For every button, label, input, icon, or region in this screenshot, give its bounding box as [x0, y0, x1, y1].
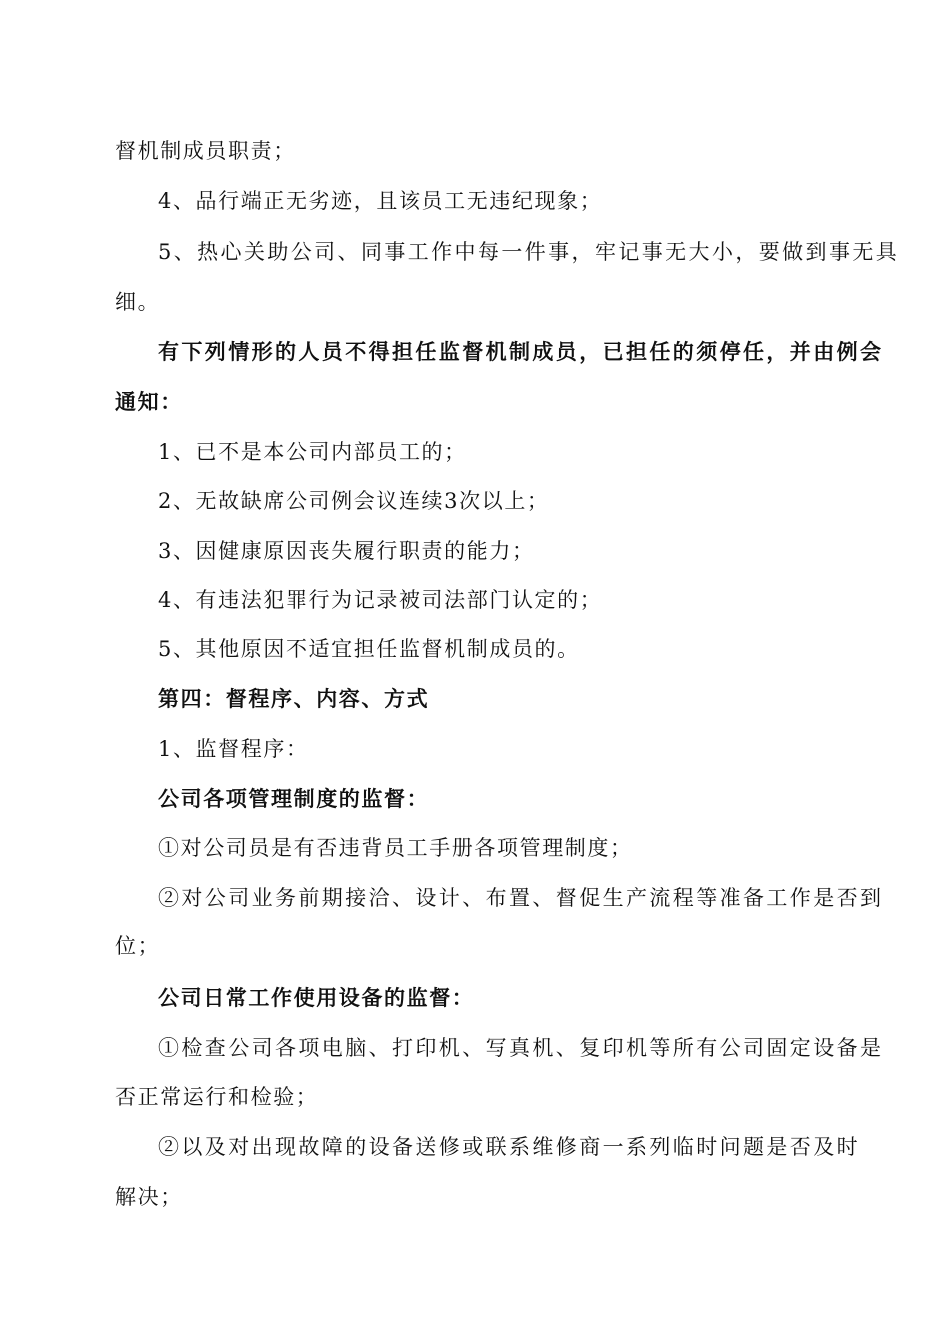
paragraph-line: 5、其他原因不适宜担任监督机制成员的。: [158, 637, 580, 661]
paragraph-line: 解决；: [115, 1185, 183, 1209]
paragraph-line: ①对公司员是有否违背员工手册各项管理制度；: [158, 836, 633, 860]
section-heading: 公司日常工作使用设备的监督：: [158, 985, 475, 1010]
paragraph-line: 1、监督程序：: [158, 737, 309, 761]
paragraph-line: 2、无故缺席公司例会议连续3次以上；: [158, 489, 550, 513]
paragraph-line: 细。: [115, 290, 161, 314]
paragraph-line: 否正常运行和检验；: [115, 1085, 319, 1109]
paragraph-line: 位；: [115, 934, 161, 958]
section-heading: 有下列情形的人员不得担任监督机制成员，已担任的须停任，并由例会: [158, 339, 884, 364]
paragraph-line: ①检查公司各项电脑、打印机、写真机、复印机等所有公司固定设备是: [158, 1036, 884, 1060]
section-heading: 公司各项管理制度的监督：: [158, 786, 430, 811]
paragraph-line: 4、有违法犯罪行为记录被司法部门认定的；: [158, 588, 603, 612]
paragraph-line: ②对公司业务前期接洽、设计、布置、督促生产流程等准备工作是否到: [158, 886, 884, 910]
paragraph-line: 1、已不是本公司内部员工的；: [158, 440, 467, 464]
paragraph-line: 5、热心关助公司、同事工作中每一件事，牢记事无大小，要做到事无具: [158, 240, 900, 264]
section-heading: 通知：: [115, 389, 183, 414]
paragraph-line: 3、因健康原因丧失履行职责的能力；: [158, 539, 535, 563]
paragraph-line: ②以及对出现故障的设备送修或联系维修商一系列临时问题是否及时: [158, 1135, 860, 1159]
paragraph-line: 4、品行端正无劣迹，且该员工无违纪现象；: [158, 189, 603, 213]
paragraph-line: 督机制成员职责；: [115, 139, 296, 163]
section-heading: 第四：督程序、内容、方式: [158, 686, 430, 711]
